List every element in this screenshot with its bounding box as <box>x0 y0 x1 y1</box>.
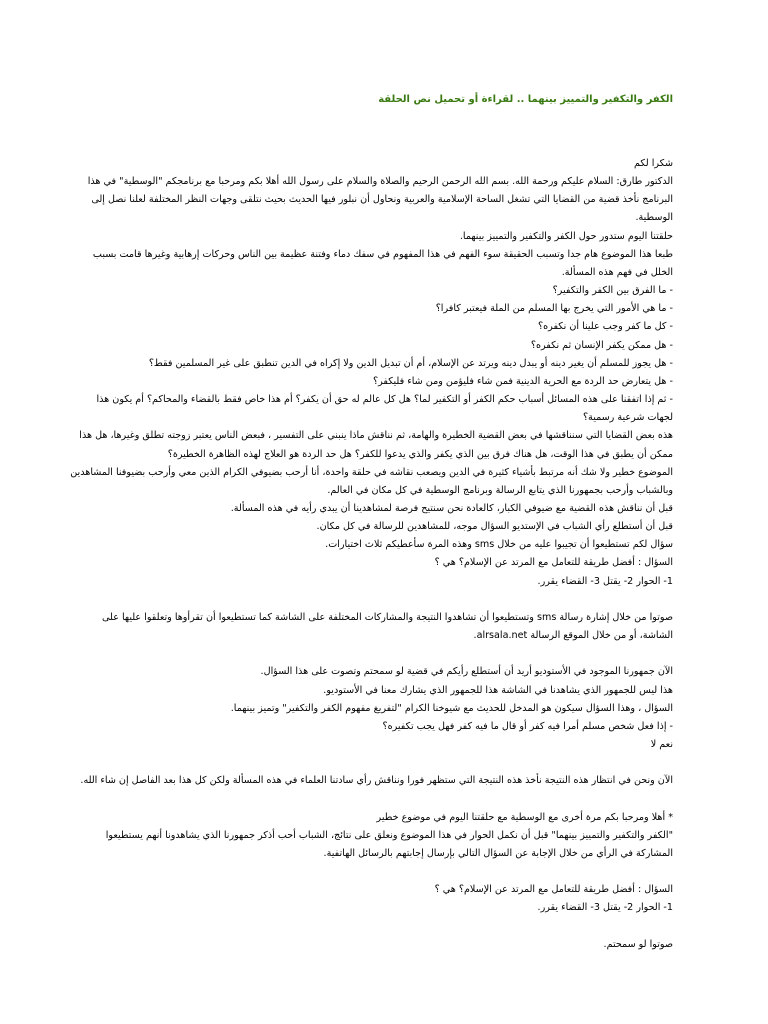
transcript-paragraph: - هل يجوز للمسلم أن يغير دينه أو يبدل دينه ويرتد عن الإسلام، أم أن تبديل الدين ولا إكراه في الدين تنطبق على غير المسلمين فقط؟ <box>148 357 673 369</box>
transcript-paragraph: قبل أن أستطلع رأي الشباب في الإستديو السؤال موجه، للمشاهدين للرسالة في كل مكان. <box>316 521 673 533</box>
transcript-paragraph: - هل يتعارض حد الردة مع الحرية الدينية فمن شاء فليؤمن ومن شاء فليكفر؟ <box>373 375 673 387</box>
transcript-paragraph: - هل ممكن يكفر الإنسان ثم نكفره؟ <box>530 339 673 351</box>
paragraph-spacer <box>68 863 673 881</box>
transcript-paragraph: السؤال : أفضل طريقة للتعامل مع المرتد عن الإسلام؟ هي ؟ <box>434 884 673 896</box>
transcript-paragraph: * أهلا ومرحبا بكم مرة أخرى مع الوسطية مع حلقتنا اليوم في موضوع خطير <box>376 811 673 823</box>
transcript-paragraph: السؤال : أفضل طريقة للتعامل مع المرتد عن الإسلام؟ هي ؟ <box>434 557 673 569</box>
transcript-paragraph: سؤال لكم تستطيعوا أن تجيبوا عليه من خلال sms وهذه المرة سأعطيكم ثلاث اختيارات. <box>325 539 673 551</box>
episode-title-link[interactable]: الكفر والتكفير والتمييز بينهما .. لقراءة أو تحميل نص الحلقة <box>378 94 673 105</box>
transcript-paragraph: 1- الحوار 2- يقتل 3- القضاء يقرر. <box>537 575 673 587</box>
paragraph-spacer <box>68 591 673 609</box>
transcript-paragraph: 1- الحوار 2- يقتل 3- القضاء يقرر. <box>537 902 673 914</box>
transcript-paragraph: السؤال ، وهذا السؤال سيكون هو المدخل للحديث مع شيوخنا الكرام "لتفريغ مفهوم الكفر والتكفير" وتميز بينهما. <box>230 702 673 714</box>
transcript-paragraph: - كل ما كفر وجب علينا أن نكفره؟ <box>538 321 673 333</box>
transcript-paragraph: الآن جمهورنا الموجود في الأستوديو أريد أن أستطلع رأيكم في قضية لو سمحتم وتصوت على هذا السؤال. <box>260 666 673 678</box>
transcript-paragraph: الموضوع خطير ولا شك أنه مرتبط بأشياء كثيرة في الدين ويصعب نقاشه في حلقة واحدة، أنا أرحب بضيوفي الكرام الذين معي وأرحب بضيوفنا المشاهدين وبالشباب وأرحب بجمهورنا الذي يتابع الرسالة وبرنامج الوسطية في كل مكان في العالم. <box>70 466 673 496</box>
transcript-paragraph: - ما الفرق بين الكفر والتكفير؟ <box>552 285 673 297</box>
transcript-paragraph: صوتوا لو سمحتم. <box>603 938 673 950</box>
transcript-paragraph: - ثم إذا اتفقنا على هذه المسائل أسباب حكم الكفر أو التكفير لما؟ هل كل عالم له حق أن يكفر؟ أم هذا خاص فقط بالقضاء والمحاكم؟ أم يكون هذا لجهات شرعية رسمية؟ <box>96 394 673 424</box>
transcript-paragraph: شكرا لكم <box>634 158 673 169</box>
transcript-paragraph: صوتوا من خلال إشارة رسالة sms وتستطيعوا أن تشاهدوا النتيجة والمشاركات المختلفة على الشاشة كما تستطيعوا أن تقرأوها وتعلقوا عليها على الشاشة، أو من خلال الموقع الرسالة alrsala.net. <box>102 611 673 642</box>
paragraph-spacer <box>68 790 673 808</box>
paragraph-spacer <box>68 754 673 772</box>
transcript-paragraph: هذا ليس للجمهور الذي يشاهدنا في الشاشة هذا للجمهور الذي يشارك معنا في الأستوديو. <box>323 684 673 696</box>
transcript-body <box>68 155 673 954</box>
paragraph-spacer <box>68 917 673 935</box>
transcript-paragraph: هذه بعض القضايا التي سنناقشها في بعض القضية الخطيرة والهامة، ثم نناقش ماذا ينبني على التفسير ، فبعض الناس يعتبر زوجته تطلق وغيرها، هل هذا ممكن أن يطبق في هذا الوقت، هل هناك فرق بين الذي يكفر والذي يدعوا للكفر؟ هل حد الردة هو العلاج لهذه الظاهرة الخطيرة؟ <box>79 430 673 460</box>
transcript-paragraph: "الكفر والتكفير والتمييز بينهما" قبل أن نكمل الحوار في هذا الموضوع ونعلق على نتائج، الشباب أحب أذكر جمهورنا الذي يشاهدونا أنهم يستطيعوا المشاركة في الرأي من خلال الإجابة عن السؤال التالي بإرسال إجابتهم بالرسائل الهاتفية. <box>105 829 673 859</box>
transcript-paragraph: نعم لا <box>650 738 673 750</box>
paragraph-spacer <box>68 645 673 663</box>
transcript-paragraph: - ما هي الأمور التي يخرج بها المسلم من الملة فيعتبر كافرا؟ <box>435 303 673 315</box>
transcript-paragraph: الدكتور طارق: السلام عليكم ورحمة الله. بسم الله الرحمن الرحيم والصلاة والسلام على رسول الله أهلا بكم ومرحبا مع برنامجكم "الوسطية" في هذا البرنامج نأخذ قضية من القضايا التي تشغل الساحة الإسلامية والعربية ونحاول أن نبلور فيها الحديث بحيث نتلقى وجهات النظر المختلفة لعلنا نصل إلى الوسطية. <box>87 176 673 224</box>
transcript-paragraph: الآن ونحن في انتظار هذه النتيجة نأخذ هذه النتيجة التي ستظهر فورا ونناقش رأي سادتنا العلماء في هذه المسألة ولكن كل هذا بعد الفاصل إن شاء الله. <box>80 775 673 787</box>
transcript-paragraph: حلقتنا اليوم ستدور حول الكفر والتكفير والتمييز بينهما. <box>459 230 673 242</box>
transcript-paragraph: قبل أن نناقش هذه القضية مع ضيوفي الكبار، كالعادة نحن سنتيح فرصة لمشاهدينا أن يبدي رأيه في هذه المسألة. <box>230 502 673 514</box>
transcript-paragraph: - إذا فعل شخص مسلم أمرا فيه كفر أو قال ما فيه كفر فهل يجب تكفيره؟ <box>382 720 673 732</box>
transcript-paragraph: طبعا هذا الموضوع هام جدا وتسبب الحقيقة سوء الفهم في هذا المفهوم في سفك دماء وفتنة عظيمة بين الناس وحركات إرهابية وغيرها قامت بسبب الخلل في فهم هذه المسألة. <box>92 248 673 278</box>
